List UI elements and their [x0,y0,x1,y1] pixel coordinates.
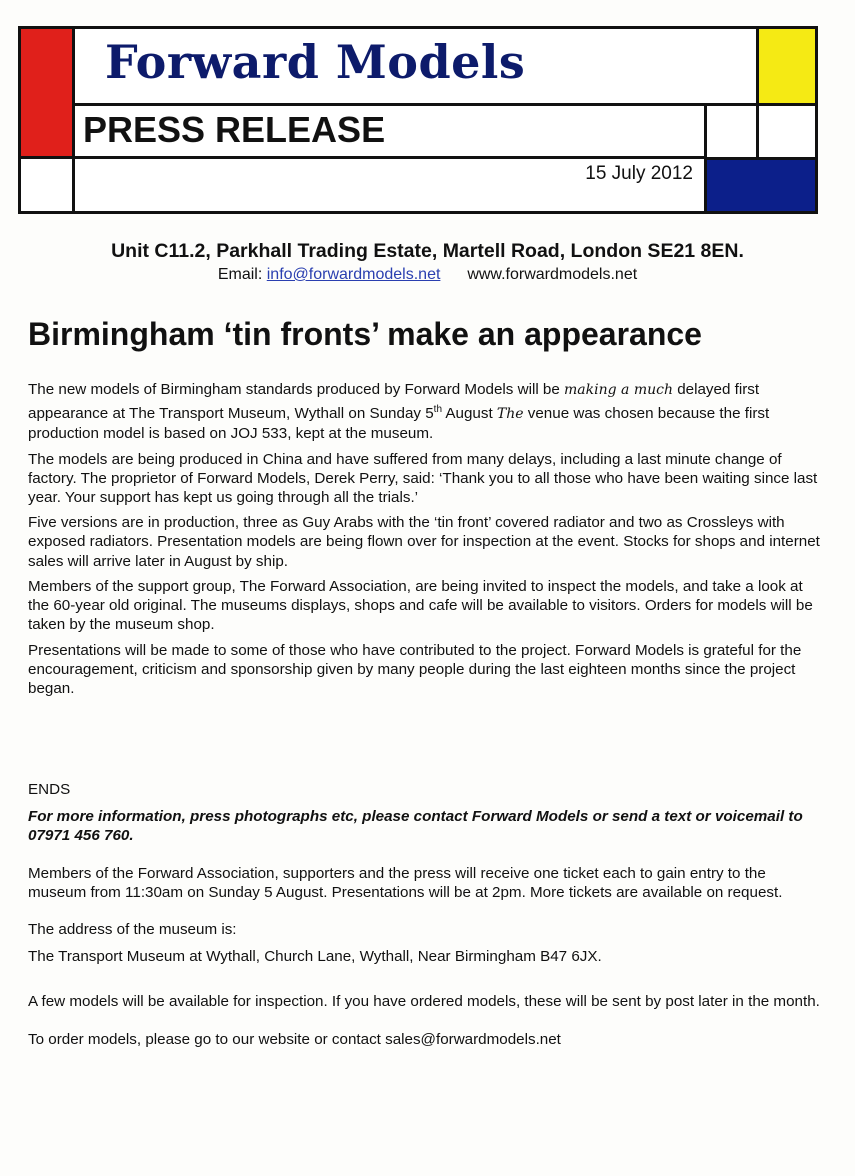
museum-address-intro: The address of the museum is: [28,921,237,939]
company-address: Unit C11.2, Parkhall Trading Estate, Martell Road, London SE21 8EN. [111,240,744,262]
paragraph-2: The models are being produced in China and have suffered from many delays, including a last minute change of factory. The proprietor of Forward Models, Derek Perry, said: ‘Thank you to all those who have been waiting since last year. Your support has kept us going through all the trials.’ [28,450,818,507]
inspection-note: A few models will be available for inspection. If you have ordered models, these will be sent by post later in the month. [28,993,820,1011]
paragraph-1: The new models of Birmingham standards produced by Forward Models will be making a much delayed first appearance at The Transport Museum, Wythall on Sunday 5th August The venue was chosen because the first production model is based on JOJ 533, kept at the museum. [28,381,770,443]
yellow-block [759,29,815,103]
email-link[interactable]: info@forwardmodels.net [266,266,441,283]
blue-block [707,160,815,211]
notes-section [28,780,826,1049]
website-text: www.forwardmodels.net [467,266,638,283]
handwritten-insertion: The [496,406,524,423]
red-block [21,29,72,156]
letterhead [18,26,818,214]
paragraph-3: Five versions are in production, three as Guy Arabs with the ‘tin front’ covered radiator and two as Crossleys with exposed radiators. Presentation models are being flown over for inspection at the event. Stocks for shops and internet sales will arrive later in August by ship. [28,514,820,570]
email-label: Email: [217,266,263,283]
handwritten-correction: making a much [564,382,673,398]
brand-title: Forward Models [105,35,526,89]
order-note: To order models, please go to our website or contact sales@forwardmodels.net [28,1030,561,1048]
headline: Birmingham ‘tin fronts’ make an appearance [28,316,702,352]
ends-marker: ENDS [28,781,71,798]
release-date: 15 July 2012 [585,163,693,184]
press-body [28,380,826,704]
paragraph-5: Presentations will be made to some of those who have contributed to the project. Forward Models is grateful for the encouragement, criticism and sponsorship given by many people during the last eighteen months since the project began. [28,641,802,697]
document-type: PRESS RELEASE [83,109,386,150]
tickets-note: Members of the Forward Association, supporters and the press will receive one ticket each to gain entry to the museum from 11:30am on Sunday 5 August. Presentations will be at 2pm. More tickets are available on request. [28,864,783,901]
museum-address: The Transport Museum at Wythall, Church Lane, Wythall, Near Birmingham B47 6JX. [28,948,602,966]
paragraph-4: Members of the support group, The Forward Association, are being invited to inspect the models, and take a look at the 60-year old original. The museums displays, shops and cafe will be available to visitors. Orders for models will be taken by the museum shop. [28,577,813,634]
more-info-note: For more information, press photographs etc, please contact Forward Models or send a text or voicemail to 07971 456 760. [28,808,803,845]
contact-line [0,266,855,284]
